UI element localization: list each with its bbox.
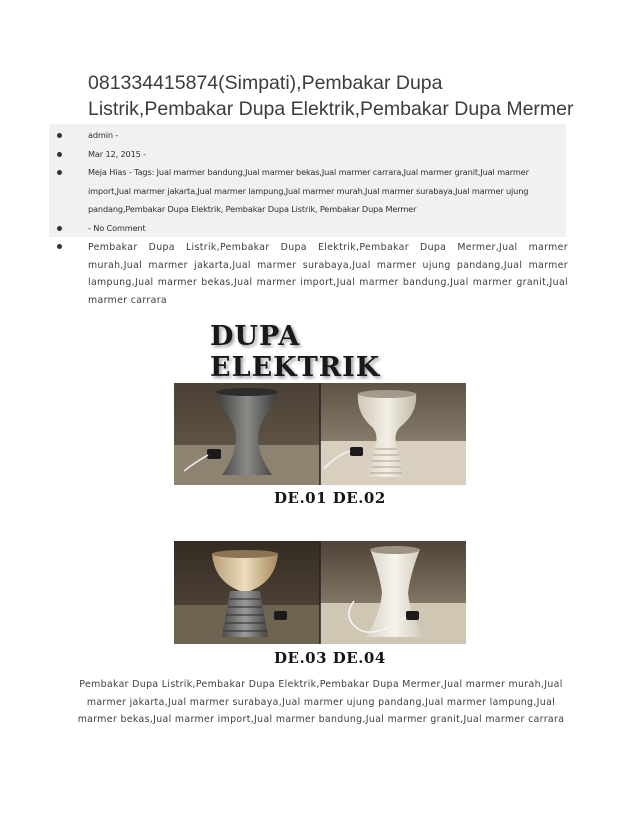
meta-author — [49, 126, 566, 145]
figure-heading: DUPA ELEKTRIK — [210, 321, 381, 383]
meta-comments-link[interactable]: - No Comment — [88, 222, 146, 233]
post-title: 081334415874(Simpati),Pembakar Dupa Listrik,Pembakar Dupa Elektrik,Pembakar Dupa Mermer — [88, 72, 574, 120]
image-caption: Pembakar Dupa Listrik,Pembakar Dupa Elektrik,Pembakar Dupa Mermer,Jual marmer murah,Jual marmer jakarta,Jual marmer surabaya,Jual marmer ujung pandang,Jual marmer lampung,Jual marmer bekas,Jual marmer import,Jual marmer bandung,Jual marmer granit,Jual marmer carrara — [77, 679, 565, 725]
codes-row-1: DE.01 DE.02 — [274, 489, 386, 507]
meta-author-link[interactable]: admin - — [88, 130, 119, 140]
codes-row-2: DE.03 DE.04 — [274, 649, 386, 667]
burner-photo-bottom — [174, 541, 466, 644]
bullet-icon — [57, 244, 62, 249]
bullet-icon — [57, 152, 62, 157]
burner-photo-top — [174, 383, 466, 485]
bullet-icon — [57, 133, 62, 138]
post-body: Pembakar Dupa Listrik,Pembakar Dupa Elektrik,Pembakar Dupa Mermer,Jual marmer murah,Jual marmer jakarta,Jual marmer surabaya,Jual marmer ujung pandang,Jual marmer lampung,Jual marmer bekas,Jual marmer import,Jual marmer bandung,Jual marmer granit,Jual marmer carrara — [88, 242, 568, 306]
meta-date — [49, 145, 566, 164]
photo-de03-de04 — [174, 541, 466, 644]
meta-tags-text[interactable]: Meja Hias - Tags: Jual marmer bandung,Jual marmer bekas,Jual marmer carrara,Jual marmer granit,Jual marmer import,Jual marmer jakarta,Jual marmer lampung,Jual marmer murah,Jual marmer surabaya,Jual marmer ujung pandang,Pembakar Dupa Elektrik, Pembakar Dupa Listrik, Pembakar Dupa Mermer — [88, 167, 529, 214]
post-meta-list — [49, 124, 566, 237]
meta-tags — [49, 163, 566, 219]
bullet-icon — [57, 226, 62, 231]
meta-date-text: Mar 12, 2015 - — [88, 148, 146, 159]
product-image — [174, 311, 466, 676]
bullet-icon — [57, 170, 62, 175]
meta-comments — [49, 219, 566, 238]
photo-de01-de02 — [174, 383, 466, 485]
